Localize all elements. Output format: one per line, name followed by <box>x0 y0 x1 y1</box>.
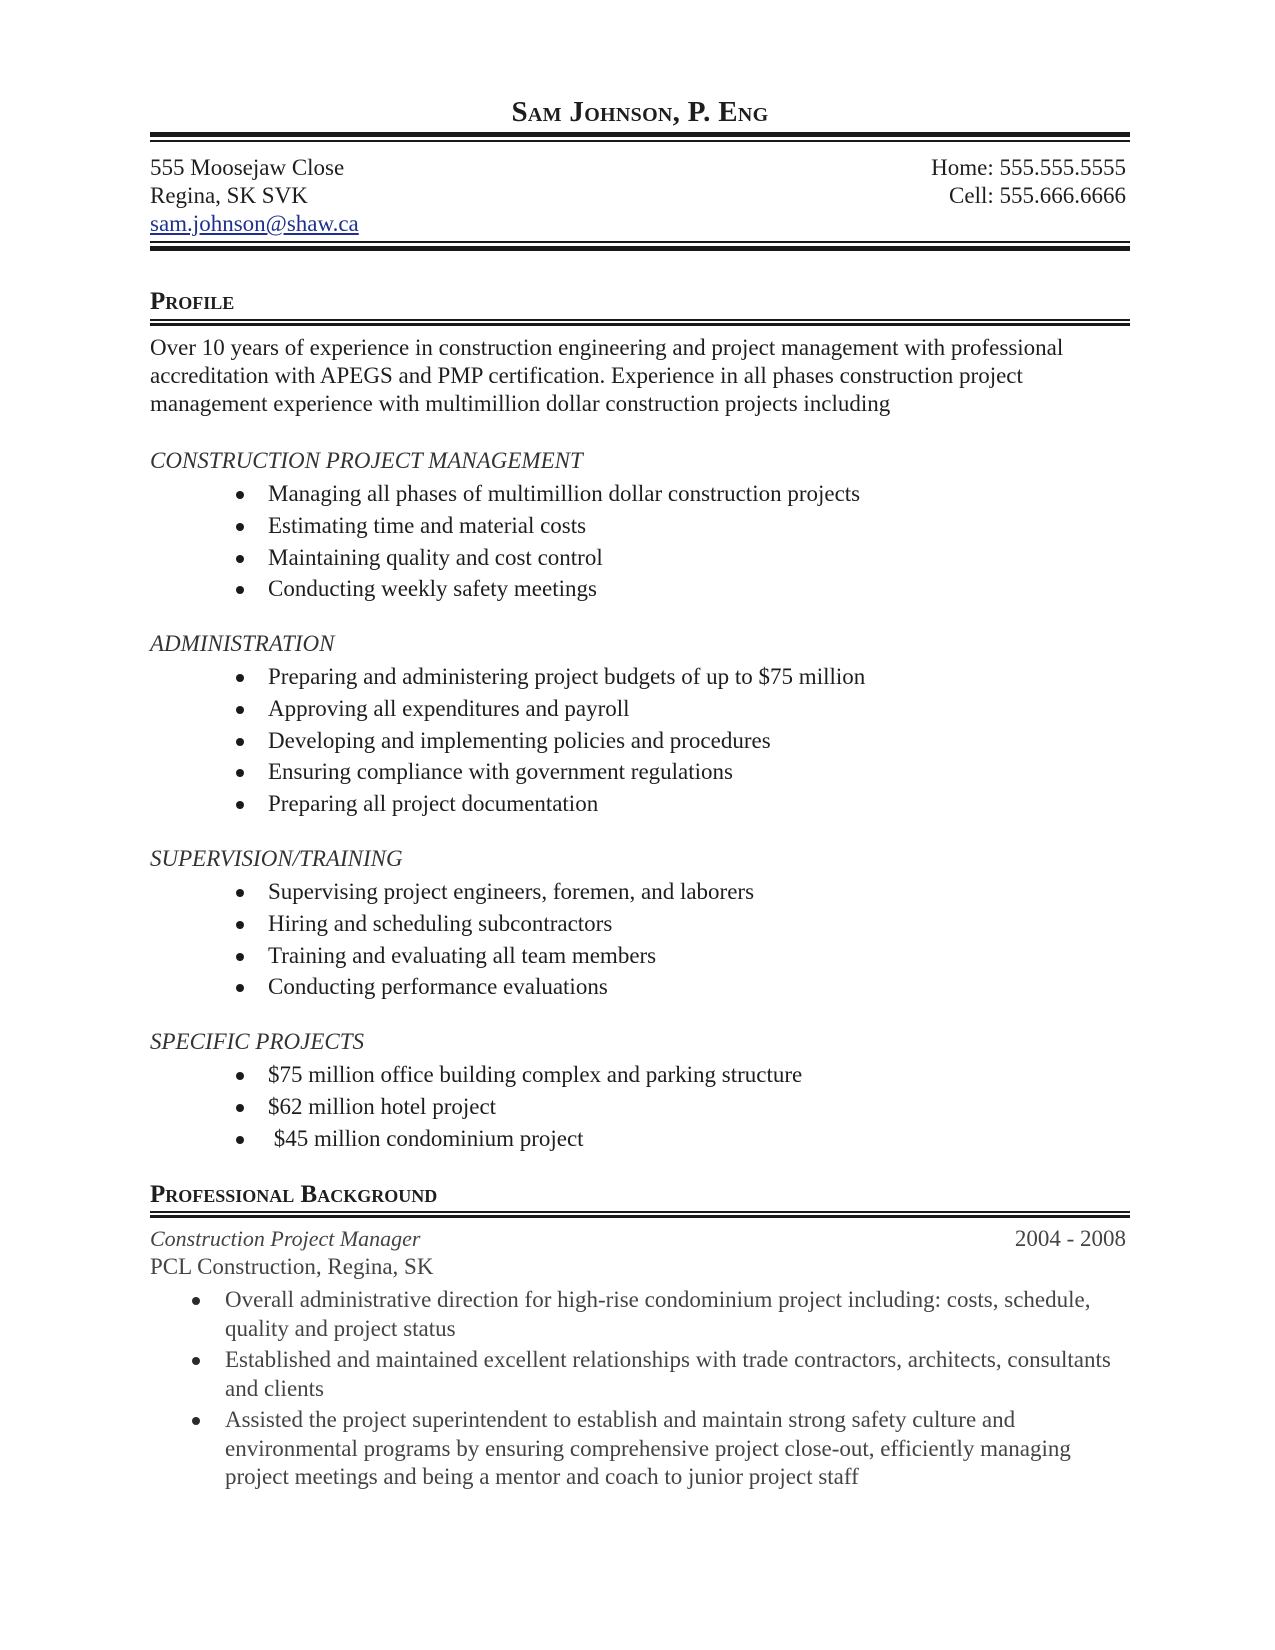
bullet-icon <box>236 491 244 499</box>
subhead-administration: ADMINISTRATION <box>150 631 335 656</box>
list-item: Overall administrative direction for high-rise condominium project including: costs, schedule, quality and project status <box>150 1286 1125 1343</box>
job-dates: 2004 - 2008 <box>1014 1226 1126 1251</box>
list-item: Ensuring compliance with government regulations <box>150 756 865 788</box>
job-duties-list <box>150 1286 1125 1495</box>
list-item: $62 million hotel project <box>150 1091 802 1123</box>
bullet-icon <box>236 984 244 992</box>
list-item: Hiring and scheduling subcontractors <box>150 908 754 940</box>
bullet-icon <box>236 921 244 929</box>
list-item: Conducting performance evaluations <box>150 971 754 1003</box>
background-section-title: Professional Background <box>150 1181 438 1208</box>
list-project-management <box>150 478 860 605</box>
list-item: Managing all phases of multimillion dollar construction projects <box>150 478 860 510</box>
list-item: Developing and implementing policies and procedures <box>150 725 865 757</box>
list-supervision-training <box>150 876 754 1003</box>
bullet-icon <box>236 523 244 531</box>
bullet-icon <box>236 738 244 746</box>
bullet-icon <box>236 674 244 682</box>
list-item: Estimating time and material costs <box>150 510 860 542</box>
header-top-rule <box>150 132 1130 142</box>
list-item: Established and maintained excellent relationships with trade contractors, architects, consultants and clients <box>150 1346 1125 1403</box>
list-item: $45 million condominium project <box>150 1123 802 1155</box>
list-item: Assisted the project superintendent to establish and maintain strong safety culture and environmental programs by ensuring comprehensive project close-out, efficiently managing project meetings and being a mentor and coach to junior project staff <box>150 1406 1125 1492</box>
list-item: Approving all expenditures and payroll <box>150 693 865 725</box>
profile-section-title: Profile <box>150 288 235 315</box>
phone-block <box>931 154 1126 210</box>
bullet-icon <box>192 1357 200 1365</box>
address-city: Regina, SK SVK <box>150 183 308 208</box>
email-link[interactable]: sam.johnson@shaw.ca <box>150 211 359 236</box>
bullet-icon <box>236 1072 244 1080</box>
list-item: Conducting weekly safety meetings <box>150 573 860 605</box>
bullet-icon <box>192 1297 200 1305</box>
address-street: 555 Moosejaw Close <box>150 155 345 180</box>
bullet-icon <box>236 1104 244 1112</box>
list-item: Training and evaluating all team members <box>150 940 754 972</box>
home-phone: Home: 555.555.5555 <box>931 155 1126 180</box>
address-block <box>150 154 359 238</box>
bullet-icon <box>236 953 244 961</box>
job-title: Construction Project Manager <box>150 1226 421 1251</box>
bullet-icon <box>192 1417 200 1425</box>
list-item: Preparing and administering project budgets of up to $75 million <box>150 661 865 693</box>
bullet-icon <box>236 769 244 777</box>
bullet-icon <box>236 889 244 897</box>
list-item: Preparing all project documentation <box>150 788 865 820</box>
bullet-icon <box>236 586 244 594</box>
job-company: PCL Construction, Regina, SK <box>150 1254 434 1279</box>
bullet-icon <box>236 1136 244 1144</box>
candidate-name: Sam Johnson, P. Eng <box>511 96 769 128</box>
subhead-supervision-training: SUPERVISION/TRAINING <box>150 846 403 871</box>
list-specific-projects <box>150 1059 802 1154</box>
bullet-icon <box>236 706 244 714</box>
list-item: $75 million office building complex and parking structure <box>150 1059 802 1091</box>
profile-summary: Over 10 years of experience in construction engineering and project management with professional accreditation with APEGS and PMP certification. Experience in all phases construction project management experience with multimillion dollar construction projects including <box>150 335 1064 416</box>
header-bottom-rule <box>150 238 1130 251</box>
bullet-icon <box>236 555 244 563</box>
profile-section-rule <box>150 319 1130 326</box>
subhead-project-management: CONSTRUCTION PROJECT MANAGEMENT <box>150 448 583 473</box>
background-section-rule <box>150 1211 1130 1218</box>
list-item: Supervising project engineers, foremen, and laborers <box>150 876 754 908</box>
bullet-icon <box>236 801 244 809</box>
cell-phone: Cell: 555.666.6666 <box>949 183 1126 208</box>
list-item: Maintaining quality and cost control <box>150 542 860 574</box>
list-administration <box>150 661 865 820</box>
subhead-specific-projects: SPECIFIC PROJECTS <box>150 1029 364 1054</box>
